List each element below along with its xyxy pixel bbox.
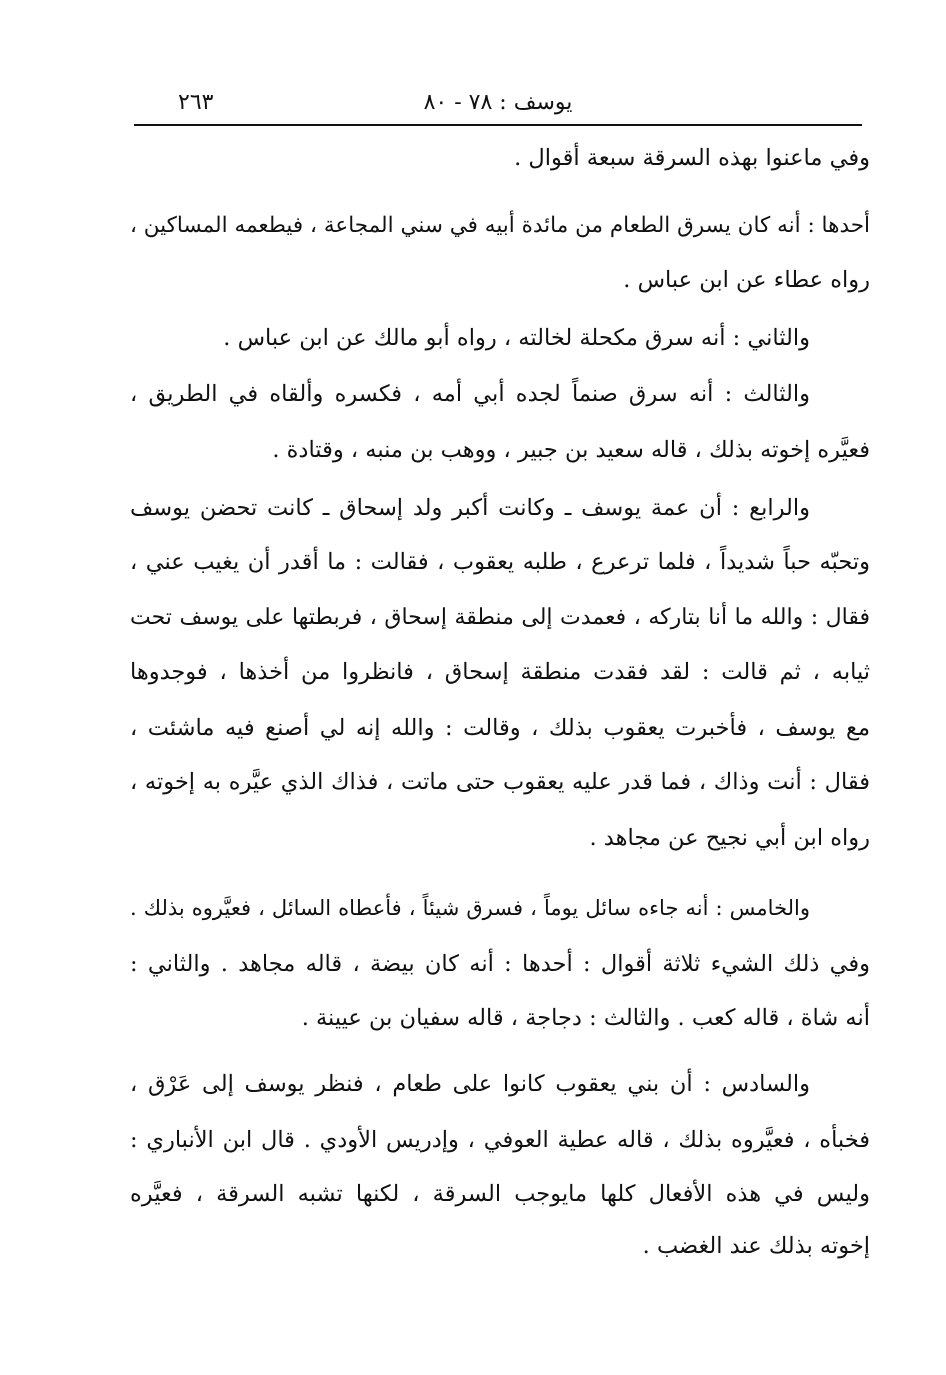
text-line: فخبأه ، فعيَّروه بذلك ، قاله عطية العوفي ، وإدريس الأودي . قال ابن الأنباري : (130, 1127, 870, 1153)
page-number: ٢٦٣ (178, 90, 214, 115)
text-line: رواه ابن أبي نجيح عن مجاهد . (589, 825, 870, 851)
text-line: إخوته بذلك عند الغضب . (642, 1233, 870, 1259)
text-line: والثاني : أنه سرق مكحلة لخالته ، رواه أبو مالك عن ابن عباس . (223, 325, 810, 351)
text-line: وتحبّه حباً شديداً ، فلما ترعرع ، طلبه يعقوب ، فقالت : ما أقدر أن يغيب عني ، (130, 549, 870, 575)
text-line: فعيَّره إخوته بذلك ، قاله سعيد بن جبير ، ووهب بن منبه ، وقتادة . (272, 437, 870, 463)
text-line: رواه عطاء عن ابن عباس . (623, 267, 870, 293)
text-line: والثالث : أنه سرق صنماً لجده أبي أمه ، فكسره وألقاه في الطريق ، (130, 381, 810, 407)
text-line: ثيابه ، ثم قالت : لقد فقدت منطقة إسحاق ، فانظروا من أخذها ، فوجدوها (130, 659, 870, 685)
text-line: أنه شاة ، قاله كعب . والثالث : دجاجة ، قاله سفيان بن عيينة . (301, 1005, 870, 1031)
text-line: مع يوسف ، فأخبرت يعقوب بذلك ، وقالت : والله إنه لي أصنع فيه ماشئت ، (130, 715, 870, 741)
text-line: والخامس : أنه جاءه سائل يوماً ، فسرق شيئاً ، فأعطاه السائل ، فعيَّروه بذلك . (130, 896, 810, 920)
text-line: أحدها : أنه كان يسرق الطعام من مائدة أبيه في سني المجاعة ، فيطعمه المساكين ، (130, 213, 870, 238)
text-line: فقال : أنت وذاك ، فما قدر عليه يعقوب حتى ماتت ، فذاك الذي عيَّره به إخوته ، (130, 769, 870, 795)
text-line: وفي ماعنوا بهذه السرقة سبعة أقوال . (514, 145, 870, 171)
text-line: وليس في هذه الأفعال كلها مايوجب السرقة ، لكنها تشبه السرقة ، فعيَّره (130, 1181, 870, 1207)
text-line: وفي ذلك الشيء ثلاثة أقوال : أحدها : أنه كان بيضة ، قاله مجاهد . والثاني : (130, 951, 870, 977)
text-line: والسادس : أن بني يعقوب كانوا على طعام ، فنظر يوسف إلى عَرْق ، (130, 1071, 810, 1097)
page-header (134, 86, 862, 120)
text-line: والرابع : أن عمة يوسف ـ وكانت أكبر ولد إسحاق ـ كانت تحضن يوسف (130, 495, 810, 521)
text-line: فقال : والله ما أنا بتاركه ، فعمدت إلى منطقة إسحاق ، فربطتها على يوسف تحت (130, 605, 870, 630)
header-rule (134, 124, 862, 126)
running-head: يوسف : ٧٨ - ٨٠ (423, 90, 573, 115)
